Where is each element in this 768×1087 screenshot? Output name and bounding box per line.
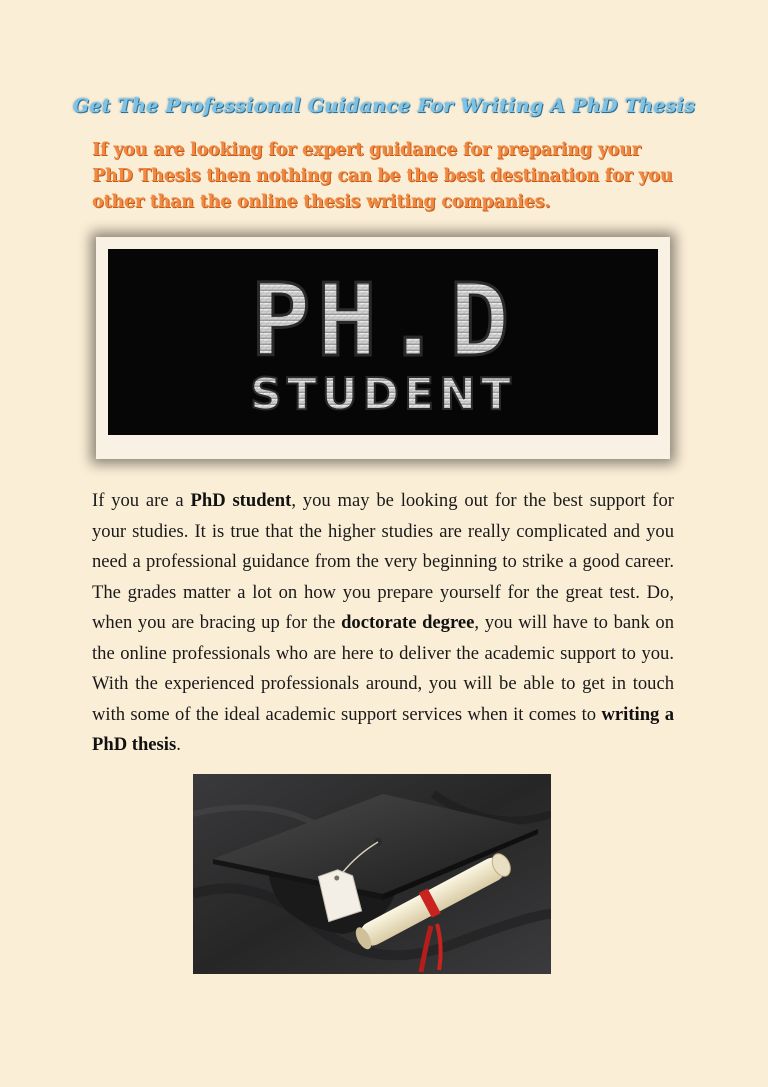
body-paragraph	[92, 486, 674, 761]
phd-student-banner-graphic	[108, 249, 658, 435]
body-text-3: , you will have to bank on the online professionals who are here to deliver the academic support to you. With the experienced professionals around, you will be able to get in touch with some of the ideal academic support services when it comes to	[92, 612, 674, 725]
phd-student-link[interactable]: PhD student	[190, 490, 292, 511]
graduation-cap-illustration	[193, 774, 551, 974]
page-title: Get The Professional Guidance For Writing A PhD Thesis	[72, 95, 696, 117]
banner-line2: STUDENT	[250, 369, 516, 420]
intro-paragraph: If you are looking for expert guidance for preparing your PhD Thesis then nothing can be the best destination for you other than the online thesis writing companies.	[92, 140, 673, 212]
body-text-1: If you are a	[92, 490, 191, 511]
banner-line1: PH.D	[250, 262, 516, 379]
graduation-cap-photo	[193, 774, 551, 974]
doctorate-degree-link[interactable]: doctorate degree	[341, 612, 475, 633]
body-text-2: , you may be looking out for the best support for your studies. It is true that the higher studies are really complicated and you need a professional guidance from the very beginning to strike a good career. The grades matter a lot on how you prepare yourself for the great test. Do, when you are bracing up for the	[92, 490, 674, 633]
phd-student-banner	[108, 249, 658, 435]
body-text-4: .	[176, 734, 181, 755]
writing-phd-thesis-link[interactable]: writing a PhD thesis	[92, 703, 674, 755]
phd-student-banner-frame	[96, 237, 670, 459]
